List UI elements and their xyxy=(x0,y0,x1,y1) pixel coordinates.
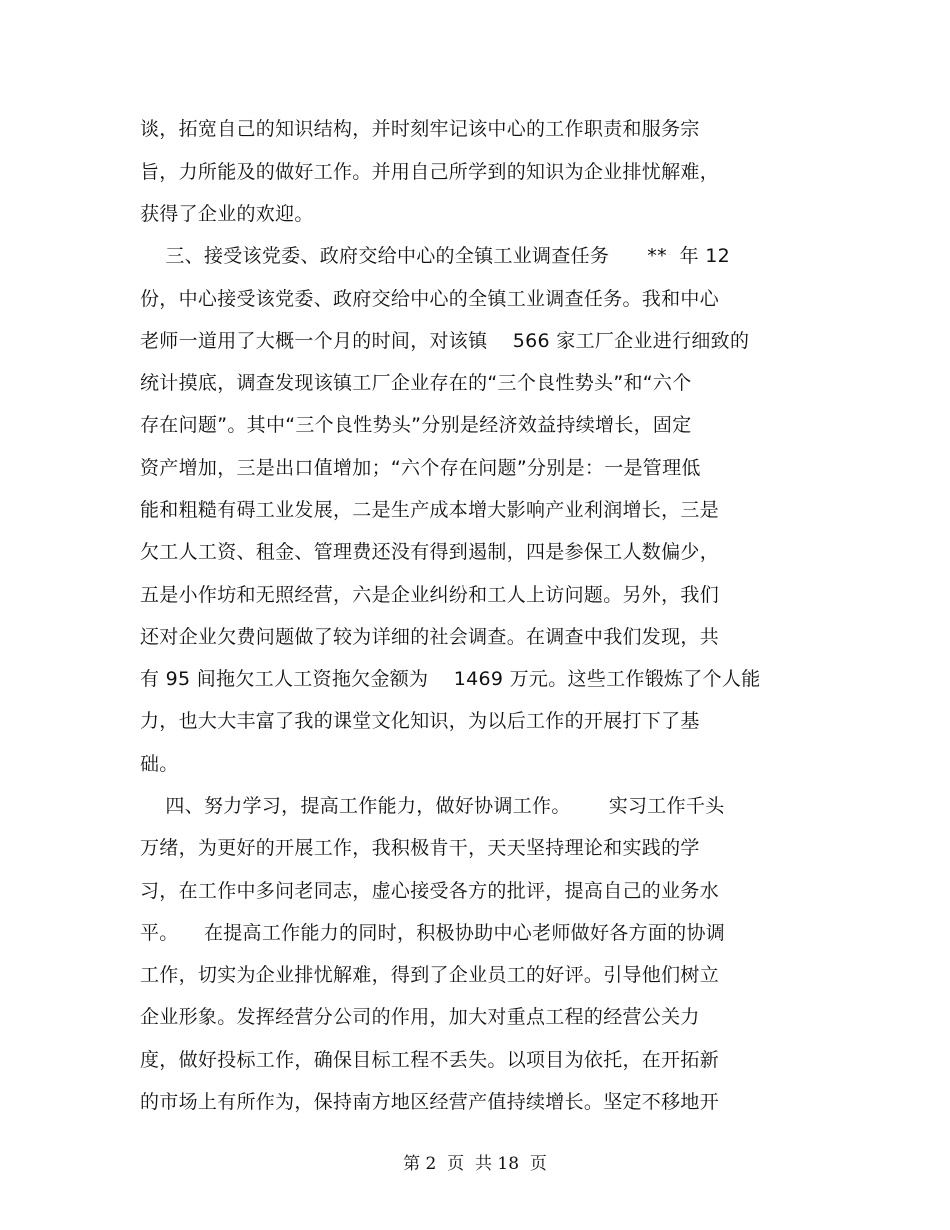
body-text-line: 能和粗糙有碍工业发展，二是生产成本增大影响产业利润增长，三是 xyxy=(140,499,720,521)
body-text-line: 资产增加，三是出口值增加；“六个存在问题”分别是：一是管理低 xyxy=(140,457,701,479)
body-text-line: 的市场上有所作为，保持南方地区经营产值持续增长。坚定不移地开 xyxy=(140,1091,720,1113)
body-text-line: 存在问题”。其中“三个良性势头”分别是经济效益持续增长，固定 xyxy=(140,414,692,436)
page-number-footer: 第 2 页 共 18 页 xyxy=(403,1154,547,1174)
body-text-line: 谈，拓宽自己的知识结构，并时刻牢记该中心的工作职责和服务宗 xyxy=(140,118,700,140)
body-text-line: 欠工人工资、租金、管理费还没有得到遏制，四是参保工人数偏少， xyxy=(140,541,720,563)
body-text-line: 份，中心接受该党委、政府交给中心的全镇工业调查任务。我和中心 xyxy=(140,288,720,310)
body-text-line: 统计摸底，调查发现该镇工厂企业存在的“三个良性势头”和“六个 xyxy=(140,372,692,394)
body-text-line: 老师一道用了大概一个月的时间，对该镇 566 家工厂企业进行细致的 xyxy=(140,330,750,352)
body-text-line: 有 95 间拖欠工人工资拖欠金额为 1469 万元。这些工作锻炼了个人能 xyxy=(140,668,761,690)
body-text-line: 还对企业欠费问题做了较为详细的社会调查。在调查中我们发现，共 xyxy=(140,626,720,648)
body-text-line: 旨，力所能及的做好工作。并用自己所学到的知识为企业排忧解难， xyxy=(140,161,720,183)
body-text-line: 获得了企业的欢迎。 xyxy=(140,203,314,225)
body-text-line: 企业形象。发挥经营分公司的作用，加大对重点工程的经营公关力 xyxy=(140,1006,700,1028)
body-text-line: 础。 xyxy=(140,753,179,775)
body-text-line: 工作，切实为企业排忧解难，得到了企业员工的好评。引导他们树立 xyxy=(140,964,720,986)
body-text-line: 习，在工作中多问老同志，虚心接受各方的批评，提高自己的业务水 xyxy=(140,880,720,902)
body-text-line: 五是小作坊和无照经营，六是企业纠纷和工人上访问题。另外，我们 xyxy=(140,584,720,606)
section-heading-line: 四、努力学习，提高工作能力，做好协调工作。 实习工作千头 xyxy=(140,795,725,817)
body-text-line: 平。 在提高工作能力的同时，积极协助中心老师做好各方面的协调 xyxy=(140,922,726,944)
body-text-line: 万绪，为更好的开展工作，我积极肯干，天天坚持理论和实践的学 xyxy=(140,837,700,859)
body-text-line: 度，做好投标工作，确保目标工程不丢失。以项目为依托，在开拓新 xyxy=(140,1049,720,1071)
body-text-line: 力，也大大丰富了我的课堂文化知识，为以后工作的开展打下了基 xyxy=(140,710,700,732)
section-heading-line: 三、接受该党委、政府交给中心的全镇工业调查任务 ** 年 12 xyxy=(140,245,730,267)
